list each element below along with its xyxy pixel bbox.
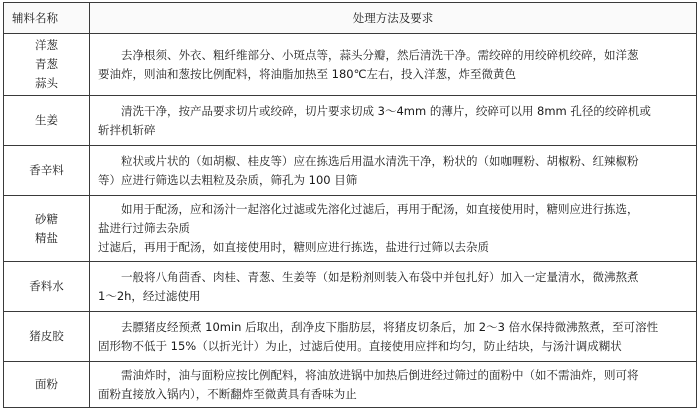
ingredient-name: 面粉 xyxy=(35,377,58,391)
ingredient-name: 香辛料 xyxy=(29,163,64,177)
method-line: 如用于配汤，应和汤汁一起溶化过滤或先溶化过滤后，再用于配汤，如直接使用时，糖则应进行拣选， xyxy=(121,202,639,216)
method-line: 去净根须、外衣、粗纤维部分、小斑点等，蒜头分瓣，然后清洗干净。需绞碎的用绞碎机绞碎，如洋葱 xyxy=(121,47,639,62)
ingredient-name: 香料水 xyxy=(29,279,64,293)
row-name-cell xyxy=(4,196,90,262)
method-line: 等）应进行筛选以去粗粒及杂质，筛孔为 100 目筛 xyxy=(98,172,358,187)
row-name-cell xyxy=(4,96,90,146)
method-line: 固形物不低于 15%（以折光计）为止，过滤后使用。直接使用应拌和均匀，防止结块，与汤汁调成糊状 xyxy=(98,338,622,353)
row-name-cell xyxy=(4,34,90,96)
row-name-cell xyxy=(4,312,90,362)
row-method-cell xyxy=(90,362,697,408)
table-row xyxy=(4,96,697,146)
method-line: 面粉直接放入锅内），不断翻炸至微黄具有香味为止 xyxy=(98,386,357,401)
method-line: 斩拌机斩碎 xyxy=(98,122,156,137)
header-method: 处理方法及要求 xyxy=(90,3,697,34)
ingredient-name: 青葱 xyxy=(35,57,58,71)
row-method-cell xyxy=(90,96,697,146)
ingredient-name: 洋葱 xyxy=(35,38,58,52)
row-name-cell xyxy=(4,262,90,312)
row-method-cell xyxy=(90,146,697,196)
method-line: 盐进行过筛去杂质 xyxy=(98,221,190,235)
method-line: 1～2h，经过滤使用 xyxy=(98,288,201,303)
table-header-row xyxy=(4,3,697,34)
row-method-cell xyxy=(90,196,697,262)
table-row xyxy=(4,362,697,408)
row-method-cell xyxy=(90,262,697,312)
ingredient-name: 精盐 xyxy=(35,230,58,245)
row-method-cell xyxy=(90,34,697,96)
row-name-cell xyxy=(4,146,90,196)
ingredient-name: 生姜 xyxy=(35,113,58,127)
table-row xyxy=(4,34,697,96)
ingredient-table xyxy=(3,2,697,408)
table-row xyxy=(4,262,697,312)
method-line: 要油炸，则油和葱按比例配料，将油脂加热至 180℃左右，投入洋葱，炸至微黄色 xyxy=(98,66,517,81)
ingredient-name: 蒜头 xyxy=(35,76,58,90)
row-method-cell xyxy=(90,312,697,362)
table-row xyxy=(4,146,697,196)
method-line: 去膘猪皮经预煮 10min 后取出，刮净皮下脂肪层，将猪皮切条后，加 2～3 倍水保持微沸熬煮，至可溶性 xyxy=(121,319,659,334)
method-line: 过滤后，再用于配汤，如直接使用时，糖则应进行拣选，盐进行过筛以去杂质 xyxy=(98,240,489,254)
table-row xyxy=(4,312,697,362)
row-name-cell xyxy=(4,362,90,408)
method-line: 粒状或片状的（如胡椒、桂皮等）应在拣选后用温水清洗干净，粉状的（如咖喱粉、胡椒粉、红辣椒粉 xyxy=(121,153,639,168)
ingredient-name: 猪皮胶 xyxy=(29,329,64,343)
ingredient-name: 砂糖 xyxy=(35,211,58,226)
header-ingredient-name: 辅料名称 xyxy=(4,3,90,34)
method-line: 需油炸时，油与面粉应按比例配料，将油放进锅中加热后倒进经过筛过的面粉中（如不需油炸，则可将 xyxy=(121,367,639,382)
table-row xyxy=(4,196,697,262)
method-line: 清洗干净，按产品要求切片或绞碎，切片要求切成 3～4mm 的薄片，绞碎可以用 8mm 孔径的绞碎机或 xyxy=(121,103,651,118)
method-line: 一般将八角茴香、肉桂、青葱、生姜等（如是粉剂则装入布袋中并包扎好）加入一定量清水，微沸熬煮 xyxy=(121,269,639,284)
